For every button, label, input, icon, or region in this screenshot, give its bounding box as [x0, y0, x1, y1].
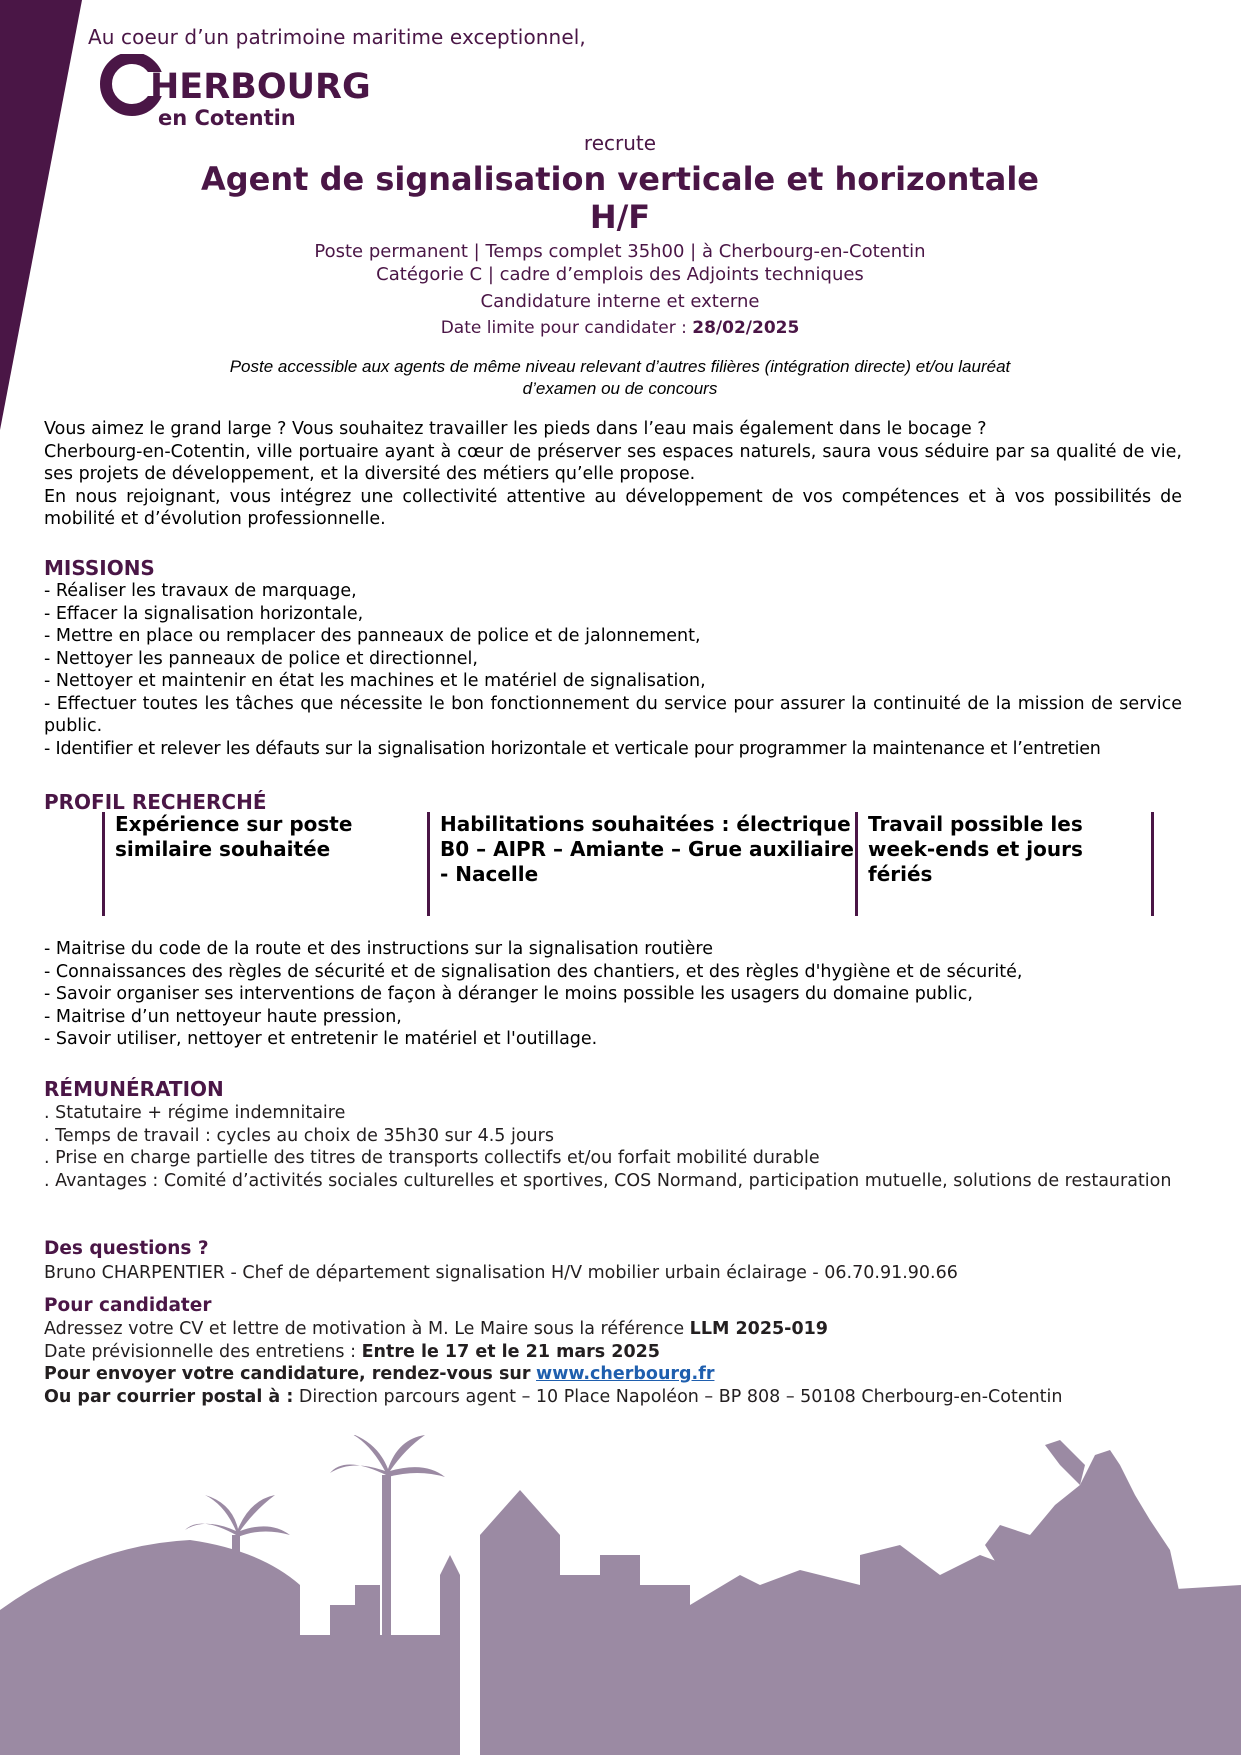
intro-p1: Vous aimez le grand large ? Vous souhaitez travailler les pieds dans l’eau mais également dans le bocage ?: [44, 419, 987, 439]
decorative-side-band: [0, 0, 90, 450]
list-item: . Statutaire + régime indemnitaire: [44, 1103, 346, 1123]
list-item: . Avantages : Comité d’activités sociales culturelles et sportives, COS Normand, participation mutuelle, solutions de restauration: [44, 1170, 1172, 1191]
deadline: [160, 318, 1080, 338]
deadline-value: 28/02/2025: [692, 318, 800, 338]
profil-heading: PROFIL RECHERCHÉ: [44, 790, 267, 814]
logo-main-text: HERBOURG: [150, 67, 371, 107]
cherbourg-logo: [100, 54, 400, 130]
tagline: Au coeur d’un patrimoine maritime exceptionnel,: [88, 25, 586, 49]
list-item: - Effectuer toutes les tâches que nécessite le bon fonctionnement du service pour assurer la continuité de la mission de service public.: [44, 693, 1182, 736]
reference-text: Adressez votre CV et lettre de motivation à M. Le Maire sous la référence: [44, 1319, 685, 1339]
list-item: - Réaliser les travaux de marquage,: [44, 581, 357, 601]
accessibility-line-1: Poste accessible aux agents de même niveau relevant d’autres filières (intégration directe) et/ou lauréat: [229, 357, 1011, 376]
job-subtitle-3: Candidature interne et externe: [480, 291, 760, 312]
profil-highlights: [102, 812, 1154, 916]
list-item: - Mettre en place ou remplacer des panneaux de police et de jalonnement,: [44, 626, 701, 646]
interview-dates: Entre le 17 et le 21 mars 2025: [361, 1341, 660, 1362]
list-item: - Savoir utiliser, nettoyer et entretenir le matériel et l'outillage.: [44, 1029, 598, 1049]
remuneration-heading: RÉMUNÉRATION: [44, 1077, 224, 1101]
list-item: - Nettoyer les panneaux de police et directionnel,: [44, 648, 478, 669]
postal-address: Direction parcours agent – 10 Place Napoléon – BP 808 – 50108 Cherbourg-en-Cotentin: [298, 1386, 1063, 1407]
list-item: - Savoir organiser ses interventions de façon à déranger le moins possible les usagers du domaine public,: [44, 984, 973, 1004]
job-title-line2: H/F: [589, 198, 651, 236]
questions-heading: Des questions ?: [44, 1238, 209, 1259]
candidater-heading: Pour candidater: [44, 1295, 212, 1316]
job-subtitle-1: Poste permanent | Temps complet 35h00 | à Cherbourg-en-Cotentin: [314, 241, 926, 262]
profil-card-experience: Expérience sur poste similaire souhaitée: [102, 812, 427, 916]
recrute-label: recrute: [583, 131, 657, 155]
list-item: - Maitrise du code de la route et des instructions sur la signalisation routière: [44, 939, 713, 959]
reference-line: [44, 1318, 1182, 1341]
missions-heading: MISSIONS: [44, 556, 155, 580]
contact-line: Bruno CHARPENTIER - Chef de département signalisation H/V mobilier urbain éclairage - 06.70.91.90.66: [44, 1263, 958, 1283]
logo-sub-text: en Cotentin: [158, 106, 296, 130]
list-item: - Maitrise d’un nettoyeur haute pression,: [44, 1006, 402, 1027]
intro-text: [44, 418, 1182, 531]
deadline-label: Date limite pour candidater :: [440, 318, 687, 338]
list-item: - Identifier et relever les défauts sur la signalisation horizontale et verticale pour programmer la maintenance et l’entretien: [44, 738, 1101, 759]
candidater-details: [44, 1318, 1182, 1408]
job-subtitle-2: Catégorie C | cadre d’emplois des Adjoints techniques: [376, 264, 864, 285]
list-item: - Connaissances des règles de sécurité et de signalisation des chantiers, et des règles d'hygiène et de sécurité,: [44, 961, 1023, 982]
accessibility-note: [170, 356, 1070, 400]
list-item: . Prise en charge partielle des titres de transports collectifs et/ou forfait mobilité durable: [44, 1148, 820, 1168]
list-item: . Temps de travail : cycles au choix de 35h30 sur 4.5 jours: [44, 1125, 554, 1146]
missions-list: [44, 580, 1182, 760]
profil-card-habilitations: Habilitations souhaitées : électrique B0 – AIPR – Amiante – Grue auxiliaire - Nacelle: [427, 812, 855, 916]
intro-p2: Cherbourg-en-Cotentin, ville portuaire ayant à cœur de préserver ses espaces naturels, saura vous séduire par sa qualité de vie, ses projets de développement, et la diversité des métiers qu’elle propose.: [44, 441, 1182, 484]
interview-label: Date prévisionnelle des entretiens :: [44, 1341, 356, 1362]
job-title-line1: Agent de signalisation verticale et horizontale: [201, 160, 1039, 198]
intro-p3: En nous rejoignant, vous intégrez une collectivité attentive au développement de vos compétences et à vos possibilités de mobilité et d’évolution professionnelle.: [44, 486, 1182, 529]
city-skyline-illustration: [0, 1435, 1241, 1755]
accessibility-line-2: d’examen ou de concours: [522, 379, 718, 398]
postal-label: Ou par courrier postal à :: [44, 1386, 294, 1407]
profil-list: [44, 938, 1182, 1051]
job-title: [160, 160, 1080, 236]
interview-line: [44, 1341, 1182, 1364]
online-apply-line: [44, 1363, 1182, 1386]
website-link[interactable]: www.cherbourg.fr: [536, 1364, 715, 1384]
reference-value: LLM 2025-019: [689, 1319, 828, 1339]
remuneration-list: [44, 1102, 1182, 1192]
list-item: - Effacer la signalisation horizontale,: [44, 603, 364, 624]
postal-line: [44, 1386, 1182, 1409]
list-item: - Nettoyer et maintenir en état les machines et le matériel de signalisation,: [44, 671, 706, 691]
online-apply-text: Pour envoyer votre candidature, rendez-vous sur: [44, 1364, 531, 1384]
profil-card-weekends: Travail possible les week-ends et jours fériés: [855, 812, 1154, 916]
